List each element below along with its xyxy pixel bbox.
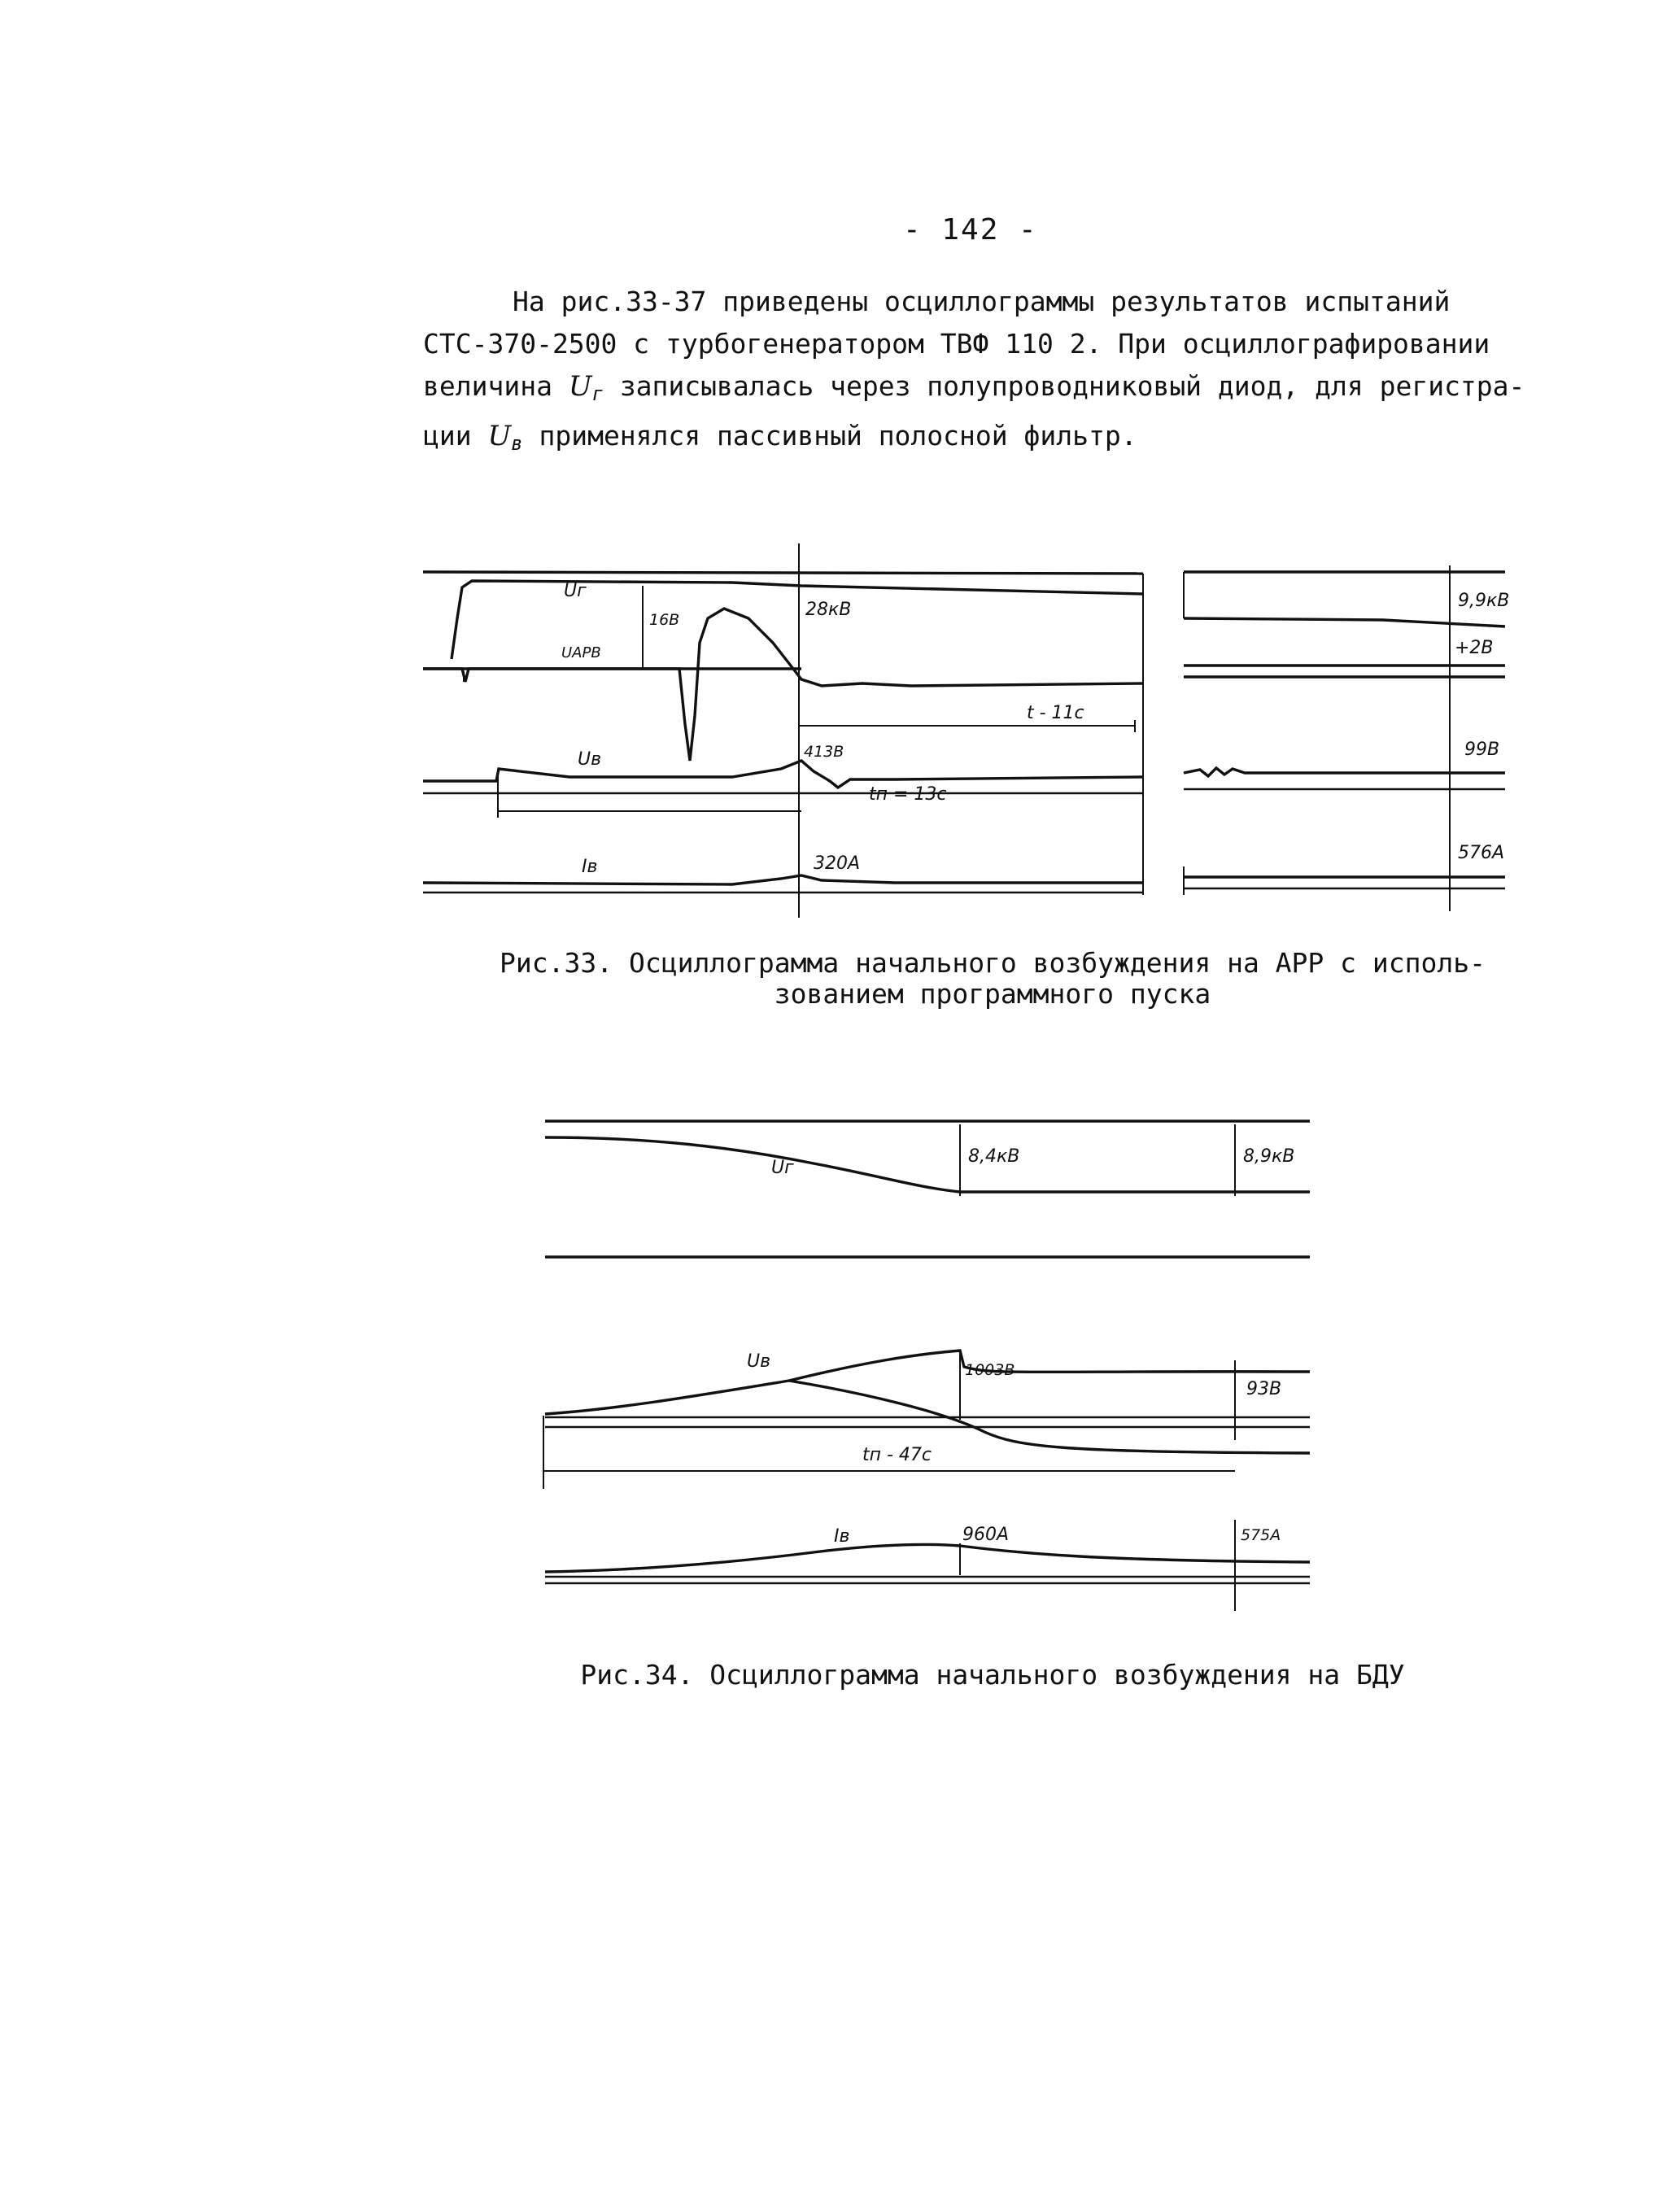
fig33-label-tn13: tп = 13с: [869, 784, 947, 805]
fig34-label-uv: Uв: [747, 1351, 771, 1372]
fig33-label-28kv: 28кВ: [805, 600, 852, 620]
fig34-label-ug: Uг: [771, 1158, 794, 1178]
fig33-label-uarv: UАРВ: [561, 644, 601, 661]
symbol-ug: U: [568, 370, 592, 403]
fig34-label-tn47: tп - 47с: [862, 1445, 932, 1465]
figure-33-caption-line-1: Рис.33. Осциллограмма начального возбуждения на АРР с исполь-: [500, 947, 1486, 979]
fig33-label-iv: Iв: [582, 857, 598, 877]
paragraph-line-1: На рис.33-37 приведены осциллограммы результатов испытаний: [513, 286, 1451, 317]
paragraph-line-2: СТС-370-2500 с турбогенератором ТВФ 110 2. При осциллографировании: [423, 328, 1490, 360]
figure-34-oscillogram: [0, 1058, 1680, 1627]
symbol-uv-subscript: в: [511, 432, 523, 455]
fig33-label-uv: Uв: [578, 749, 602, 770]
fig34-uv-upper-trace: [789, 1351, 1310, 1381]
fig33-label-2v: +2В: [1455, 638, 1494, 658]
fig34-label-84kv: 8,4кВ: [968, 1146, 1020, 1167]
figure-34-caption: Рис.34. Осциллограмма начального возбуждения на БДУ: [580, 1659, 1405, 1691]
fig34-label-89kv: 8,9кВ: [1243, 1146, 1295, 1167]
fig33-ug-top-line: [423, 572, 1143, 574]
symbol-uv: U: [487, 420, 512, 452]
symbol-ug-subscript: г: [591, 382, 604, 405]
fig33-uv-trace: [423, 761, 1143, 788]
fig33-label-9-9kv: 9,9кВ: [1458, 591, 1510, 611]
fig33-ug-trace: [452, 581, 1143, 659]
page-number: - 142 -: [903, 213, 1038, 247]
paragraph-line-4-start: ции: [423, 420, 472, 452]
fig34-iv-trace: [545, 1545, 1310, 1572]
fig33-right-uv-trace: [1184, 768, 1505, 776]
fig34-label-960a: 960А: [962, 1525, 1010, 1545]
fig34-label-1003v: 1003В: [965, 1361, 1015, 1379]
figure-33-caption: [423, 948, 1562, 1010]
fig33-uarv-trace: [423, 609, 1143, 761]
fig33-label-413v: 413В: [804, 743, 844, 761]
fig34-label-iv: Iв: [834, 1526, 850, 1547]
paragraph-line-4-end: применялся пассивный полосной фильтр.: [539, 420, 1137, 452]
fig34-ug-trace: [545, 1137, 1310, 1192]
fig33-label-320a: 320А: [814, 853, 861, 874]
figure-33-oscillogram: [0, 0, 1680, 944]
fig33-label-16v: 16В: [649, 611, 680, 629]
fig33-iv-trace: [423, 875, 1143, 884]
fig34-label-93v: 93В: [1246, 1379, 1282, 1399]
fig33-label-ug: Uг: [564, 581, 587, 601]
fig34-label-575a: 575А: [1241, 1526, 1281, 1544]
paragraph-line-3-end: записывалась через полупроводниковый диод, для регистра-: [619, 370, 1525, 402]
fig33-right-ug-trace: [1184, 618, 1505, 626]
fig33-label-t11: t - 11с: [1027, 703, 1084, 723]
paragraph-line-3-start: величина: [423, 370, 552, 402]
fig33-label-99v: 99В: [1464, 740, 1500, 760]
figure-33-caption-line-2: зованием программного пуска: [774, 978, 1211, 1010]
fig33-label-576a: 576А: [1458, 843, 1505, 863]
